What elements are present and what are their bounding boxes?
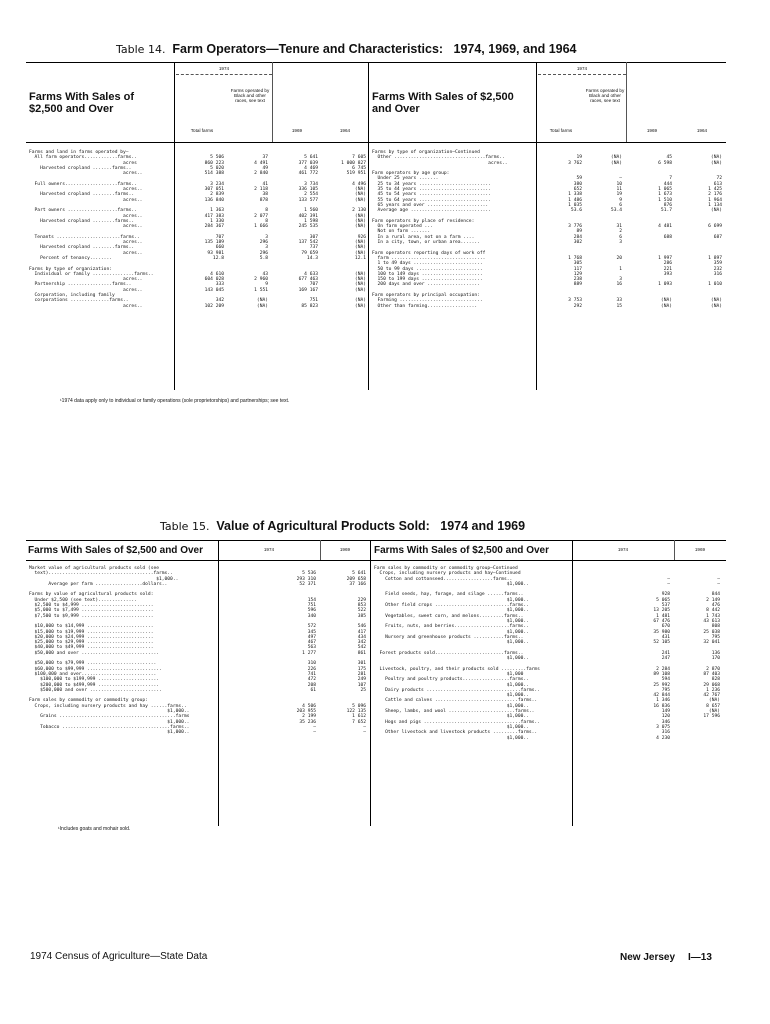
table14-col-1969-right: 1969 <box>646 128 658 133</box>
table14-left-divider <box>174 62 175 390</box>
table14-left-1964-values: 7 605 1 000 827 6 745 519 951 4 496 (NA) (NA) (NA) 2 130 (NA) (NA) (NA) 926 (NA) (NA) (NA) 12.1 (NA) (NA) (NA) (NA) (NA) (NA) <box>341 155 366 309</box>
table15-left-row-labels: Market value of agricultural products sold (see text)......................................farms.. $1,000.. Average per farm .................dollars.. Farms by value of agricultural products sold: Under $2,500 (see text).............. $2,500 to $4,999 .......................... $5,000 to $7,499 .......................... $7,500 to $9,999 .......................... $10,000 to $14,999 ........................ $15,000 to $19,999 ........................ $20,000 to $24,999 ........................ $25,000 to $29,999 ........................ $40,000 to $49,999 ........................ $50,000 and over ............................ $50,000 to $79,999 ......................... $60,000 to $99,999 ........................... $100,000 and over........................... $100,000 to $199,999 ...................... $200,000 to $499,999 ...................... $500,000 and over .......................... Farm sales by commodity or commodity group: Crops, including nursery products and hay ......farms.. $1,000.. Grains ..........................................farms $1,000.. Tobacco .......................................farms.. $1,000.. <box>29 566 190 736</box>
table15-title-text: Value of Agricultural Products Sold: <box>216 519 430 533</box>
table14-section-heading-left: Farms With Sales of $2,500 and Over <box>29 91 135 115</box>
table15-right-1969-values: – – 844 2 149 476 8 442 1 743 43 613 808 25 038 795 32 041 136 170 2 870 87 403 828 29 068 1 236 42 767 (NA) 8 657 (NA) 17 596 <box>703 576 720 720</box>
table15-right-1974-values: – – 928 5 065 537 13 205 1 481 67 476 670 35 980 431 52 105 241 247 2 284 89 108 594 25 992 795 42 844 1 346 16 836 149 120 346 3 075 316 4 230 <box>653 576 670 741</box>
table14-section-heading-right: Farms With Sales of $2,500 and Over <box>372 91 514 115</box>
page-number: I—13 <box>688 952 712 963</box>
table14-col-total-right: Total farms <box>549 128 573 133</box>
table14-right-divider <box>536 62 537 390</box>
table14-col-1974: 1974 <box>218 66 230 71</box>
table15-years: 1974 and 1969 <box>440 519 526 533</box>
table15-center-divider <box>370 540 371 826</box>
table14-title <box>116 42 577 56</box>
table14-1974-group-rule-right <box>626 62 627 142</box>
table15-left-year-rule <box>320 540 321 560</box>
table15-right-year-rule <box>674 540 675 560</box>
table15-right-divider <box>572 540 573 826</box>
table14-years: 1974, 1969, and 1964 <box>453 42 577 56</box>
table15-left-1974-values: 5 536 293 310 52 371 154 751 596 340 572 345 497 467 563 1 277 310 226 741 472 208 61 4 506 203 955 2 199 35 236 – – <box>296 571 316 736</box>
table14-number: Table 14. <box>116 43 166 56</box>
table14-col-black-right: Farms operated by Black and other races, see text <box>585 88 625 104</box>
table15-right-row-labels: Farm sales by commodity or commodity group—Continued Crops, including nursery products and hay—Continued Cotton and cottonseed..................farms.. $1,000.. Field seeds, hay, forage, and silage ......farms.. $1,000.. Other field crops ...........................farms.. $1,000.. Vegetables, sweet corn, and melons.........farms.. $1,000.. Fruits, nuts, and berries....................farms.. $1,000.. Nursery and greenhouse products ...........farms.. $1,000.. Forest products sold.........................farms.. $1,000.. Livestock, poultry, and their products sold .........farms $1,000 Poultry and poultry products.................farms.. $1,000.. Dairy products ..................................farms.. $1,000.. Cattle and calves ..............................farms.. $1,000.. Sheep, lambs, and wool ........................farms.. $1,000.. Hogs and pigs ...................................farms.. $1,000.. Other livestock and livestock products .........farms.. $1,000.. <box>374 566 540 741</box>
table14-col-1964-right: 1964 <box>696 128 708 133</box>
table14-right-1969-values: 45 6 598 7 444 1 065 1 673 1 510 876 51.7 4 481 688 1 997 286 221 393 1 093 (NA) (NA) <box>658 155 672 309</box>
table14-col-total: Total farms <box>190 128 214 133</box>
table14-col-black: Farms operated by Black and other races, see text <box>230 88 270 104</box>
table15-top-rule <box>26 540 726 541</box>
table15-left-1969-values: 5 641 209 658 37 166 229 853 522 385 546 417 434 342 542 861 301 175 281 249 107 25 5 096 122 135 1 612 7 652 – – <box>346 571 366 736</box>
table15-footnote: ¹Includes goats and mohair sold. <box>58 826 131 832</box>
table14-left-1969-values: 5 641 377 039 4 469 461 772 3 734 336 105 2 554 133 577 1 560 402 391 1 598 245 535 307 137 542 737 79 659 14.3 4 633 677 463 707 169 167 751 85 823 <box>298 155 318 309</box>
table14-left-total-values: 5 506 860 223 5 020 514 388 3 234 307 051 2 839 136 840 1 363 417 383 1 330 284 367 707 135 189 660 93 981 12.8 4 610 604 028 333 143 045 342 102 209 <box>204 155 224 309</box>
table15-col-1969-right: 1969 <box>694 547 706 552</box>
table14-header-rule <box>26 142 726 143</box>
table15-left-divider <box>218 540 219 826</box>
table14-left-black-values: 37 4 491 49 2 840 41 2 118 38 878 8 2 077 8 1 666 3 296 3 296 5.8 43 2 960 9 1 551 (NA) (NA) <box>254 155 268 309</box>
table14-1974-underline-right <box>538 74 626 75</box>
table15-number: Table 15. <box>160 520 210 533</box>
table14-top-rule <box>26 62 726 63</box>
table14-col-1969: 1969 <box>291 128 303 133</box>
table14-col-1974-right: 1974 <box>576 66 588 71</box>
table14-right-total-values: 19 3 762 59 380 652 1 338 1 486 1 035 53.6 3 776 89 284 302 1 768 305 117 129 238 889 3 753 292 <box>568 155 582 309</box>
table14-1974-underline <box>176 74 272 75</box>
table15-col-1969: 1969 <box>339 547 351 552</box>
table14-col-1964: 1964 <box>339 128 351 133</box>
table14-right-1964-values: (NA) (NA) 72 613 1 425 2 176 1 964 1 134 (NA) 6 699 687 1 897 359 232 316 1 010 (NA) (NA) <box>708 155 722 309</box>
table14-right-black-values: (NA) (NA) – 10 11 19 9 6 53.4 31 2 6 3 20 1 3 16 33 15 <box>610 155 622 309</box>
table15-title <box>160 519 525 533</box>
table14-footnote: ¹1974 data apply only to individual or family operations (sole proprietorships) and partnerships; see text. <box>60 398 290 404</box>
table15-col-1974: 1974 <box>263 547 275 552</box>
page-footer-left: 1974 Census of Agriculture—State Data <box>30 951 208 962</box>
table15-section-heading-right: Farms With Sales of $2,500 and Over <box>374 545 549 556</box>
table15-col-1974-right: 1974 <box>617 547 629 552</box>
table14-right-row-labels: Farms by type of organization—Continued Other .................................farms.. acres.. Farm operators by age group: Under 25 years ....... 25 to 34 years .......................... 35 to 44 years .......................... 45 to 54 years .......................... 55 to 64 years .......................... 65 years and over ...................... Average age ............................. Farm operators by place of residence: On farm operated ... Not on farm ....... In a rural area, not on a farm .... In a city, town, or urban area....... Farm operators reporting days of work off farm .................................. 1 to 49 days ......................... 50 to 99 days ........................ 100 to 149 days ...................... 150 to 199 days ...................... 200 days and over ................... Farm operators by principal occupation: Farming .............................. Other than farming.................. <box>372 150 508 309</box>
page-footer-state: New Jersey <box>620 952 676 963</box>
table14-center-divider <box>368 62 369 390</box>
table14-1974-group-rule <box>272 62 273 142</box>
table14-left-row-labels: Farms and land in farms operated by— All farm operators............farms.. acres Harvested cropland .......farms.. acres.. Full owners...................farms.. acres.. Harvested cropland ........farms.. acres.. Part owners ..................farms.. acres.. Harvested cropland ........farms.. acres.. Tenants .......................farms.. acres.. Harvested cropland ........farms.. acres.. Percent of tenancy........ Farms by type of organization: Individual or family ...............farms.. acres.. Partnership ................farms.. acres.. Corporation, including family corporations ..............farms.. acres.. <box>29 150 154 309</box>
table14-title-text: Farm Operators—Tenure and Characteristics: <box>172 42 444 56</box>
table15-header-rule <box>26 560 726 561</box>
table15-section-heading-left: Farms With Sales of $2,500 and Over <box>28 545 203 556</box>
